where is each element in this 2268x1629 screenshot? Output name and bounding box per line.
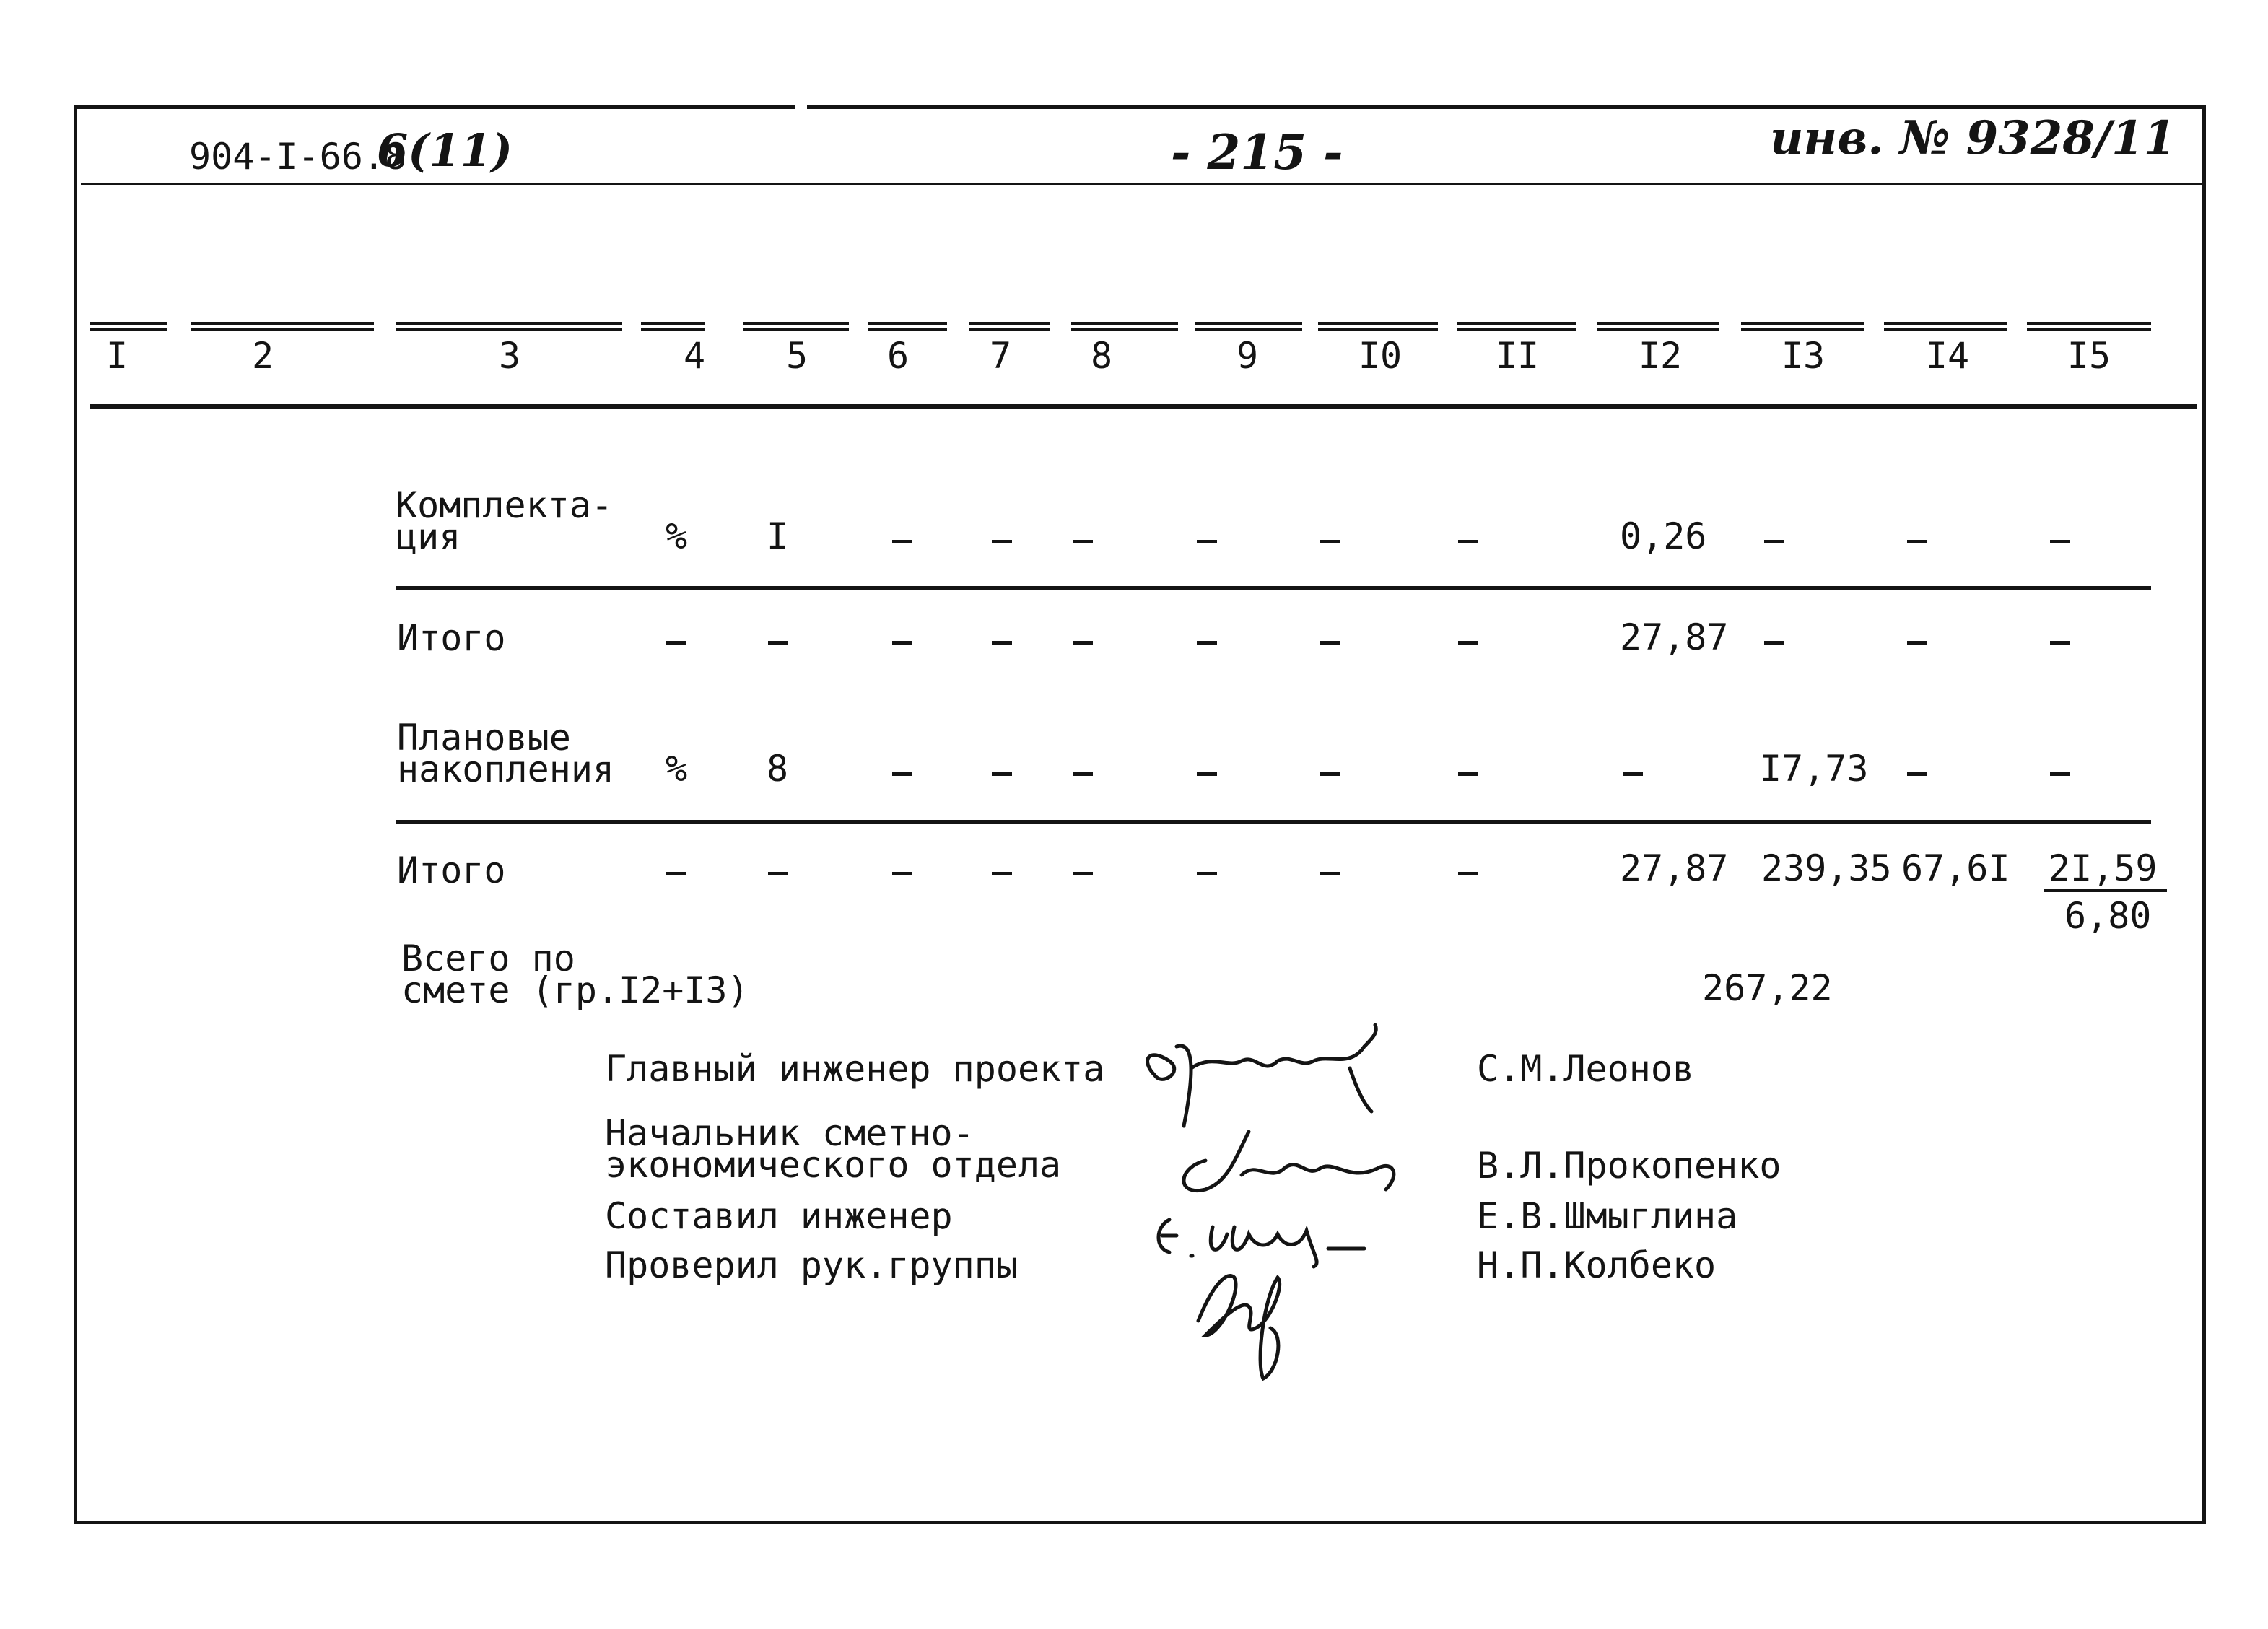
- cell-c7: [992, 872, 1012, 875]
- header-bottom-rule: [90, 404, 2197, 409]
- cell-c15: [2050, 772, 2070, 776]
- fraction-bar: [2044, 889, 2167, 892]
- cell-c14: [1907, 772, 1927, 776]
- column-dash: [1741, 322, 1864, 331]
- cell-c9: [1197, 540, 1217, 543]
- cell-c11: [1458, 641, 1478, 645]
- column-dash: [1457, 322, 1576, 331]
- cell-c14: [1907, 540, 1927, 543]
- cell-c5: 8: [767, 748, 789, 790]
- column-number: I2: [1638, 335, 1683, 377]
- row-label: Итого: [397, 850, 506, 891]
- column-dash: [743, 322, 849, 331]
- cell-c12: 27,87: [1620, 847, 1729, 889]
- column-dash: [90, 322, 167, 331]
- cell-c13: I7,73: [1760, 748, 1869, 790]
- column-dash: [969, 322, 1050, 331]
- row-label: ция: [396, 516, 461, 558]
- signature-drawing-prokopenko: [1162, 1117, 1408, 1211]
- cell-c13: [1764, 540, 1784, 543]
- page-frame: [74, 105, 2206, 1524]
- cell-c8: [1073, 540, 1093, 543]
- cell-c12: 0,26: [1620, 515, 1707, 557]
- cell-c7: [992, 540, 1012, 543]
- column-dash: [2027, 322, 2151, 331]
- cell-c15: 2I,59: [2049, 847, 2158, 889]
- total-value: 267,22: [1702, 967, 1833, 1009]
- cell-c8: [1073, 772, 1093, 776]
- column-number: I3: [1781, 335, 1826, 377]
- cell-c6: [892, 772, 912, 776]
- cell-c7: [992, 641, 1012, 645]
- column-dash: [641, 322, 705, 331]
- cell-c15: [2050, 641, 2070, 645]
- cell-c9: [1197, 772, 1217, 776]
- column-number: 5: [785, 335, 808, 377]
- cell-c7: [992, 772, 1012, 776]
- column-number: I5: [2067, 335, 2111, 377]
- column-dash: [1597, 322, 1719, 331]
- column-number: 2: [251, 335, 274, 377]
- row-rule: [396, 586, 2151, 590]
- cell-c4: %: [666, 515, 688, 557]
- cell-c9: [1197, 872, 1217, 875]
- column-number: I0: [1358, 335, 1403, 377]
- header-rule: [81, 183, 2206, 185]
- cell-c6: [892, 540, 912, 543]
- cell-c12: [1623, 772, 1643, 776]
- cell-c15: [2050, 540, 2070, 543]
- cell-c10: [1320, 641, 1340, 645]
- cell-c14: [1907, 641, 1927, 645]
- inventory-number: инв. № 9328/11: [1770, 111, 2176, 165]
- column-dash: [191, 322, 374, 331]
- doc-code-handwritten: 6(11): [377, 124, 513, 177]
- signature-role: Составил инженер: [605, 1195, 953, 1237]
- cell-c4: [666, 641, 686, 645]
- cell-c14: 67,6I: [1901, 847, 2010, 889]
- doc-code: 904-I-66.8: [189, 136, 407, 178]
- column-dash: [1195, 322, 1302, 331]
- column-dash: [396, 322, 622, 331]
- page-number: - 215 -: [1171, 124, 1343, 180]
- cell-c9: [1197, 641, 1217, 645]
- column-number: 9: [1236, 335, 1259, 377]
- frame-top-right: [807, 105, 2206, 109]
- row-rule: [396, 820, 2151, 824]
- signature-name: Е.В.Шмыглина: [1477, 1195, 1738, 1237]
- signature-role: Главный инженер проекта: [605, 1048, 1105, 1090]
- signature-name: С.М.Леонов: [1477, 1048, 1695, 1090]
- cell-c12: 27,87: [1620, 616, 1729, 658]
- signature-name: Н.П.Колбеко: [1477, 1244, 1717, 1286]
- signature-role: Проверил рук.группы: [605, 1244, 1018, 1286]
- cell-c4: %: [666, 748, 688, 790]
- frame-top-left: [74, 105, 795, 109]
- total-label: Всего по: [401, 938, 575, 979]
- cell-c13: 239,35: [1761, 847, 1892, 889]
- cell-c11: [1458, 540, 1478, 543]
- cell-c5: I: [767, 515, 789, 557]
- column-dash: [1071, 322, 1178, 331]
- signature-role: Начальник сметно-: [605, 1112, 974, 1154]
- cell-c5: [768, 872, 788, 875]
- column-number: I4: [1925, 335, 1970, 377]
- cell-c10: [1320, 540, 1340, 543]
- row-label: Комплекта-: [396, 484, 614, 526]
- column-number: 4: [683, 335, 706, 377]
- cell-c6: [892, 872, 912, 875]
- cell-c8: [1073, 872, 1093, 875]
- column-number: II: [1495, 335, 1540, 377]
- row-label: Плановые: [397, 717, 571, 759]
- cell-c11: [1458, 772, 1478, 776]
- cell-c13: [1764, 641, 1784, 645]
- column-number: 6: [886, 335, 910, 377]
- cell-c15-sub: 6,80: [2064, 895, 2152, 937]
- column-dash: [868, 322, 947, 331]
- cell-c10: [1320, 772, 1340, 776]
- total-label: смете (гр.I2+I3): [401, 969, 749, 1011]
- cell-c5: [768, 641, 788, 645]
- column-number: 8: [1090, 335, 1113, 377]
- column-number: I: [105, 335, 128, 377]
- cell-c6: [892, 641, 912, 645]
- cell-c11: [1458, 872, 1478, 875]
- column-dash: [1884, 322, 2007, 331]
- cell-c10: [1320, 872, 1340, 875]
- cell-c4: [666, 872, 686, 875]
- row-label: Итого: [397, 617, 506, 659]
- column-number: 7: [989, 335, 1012, 377]
- column-dash: [1318, 322, 1438, 331]
- signature-name: В.Л.Прокопенко: [1477, 1145, 1781, 1187]
- cell-c8: [1073, 641, 1093, 645]
- signature-role: экономического отдела: [605, 1144, 1062, 1186]
- row-label: накопления: [397, 748, 615, 790]
- signature-drawing-kolbeko: [1177, 1256, 1321, 1386]
- column-number: 3: [498, 335, 521, 377]
